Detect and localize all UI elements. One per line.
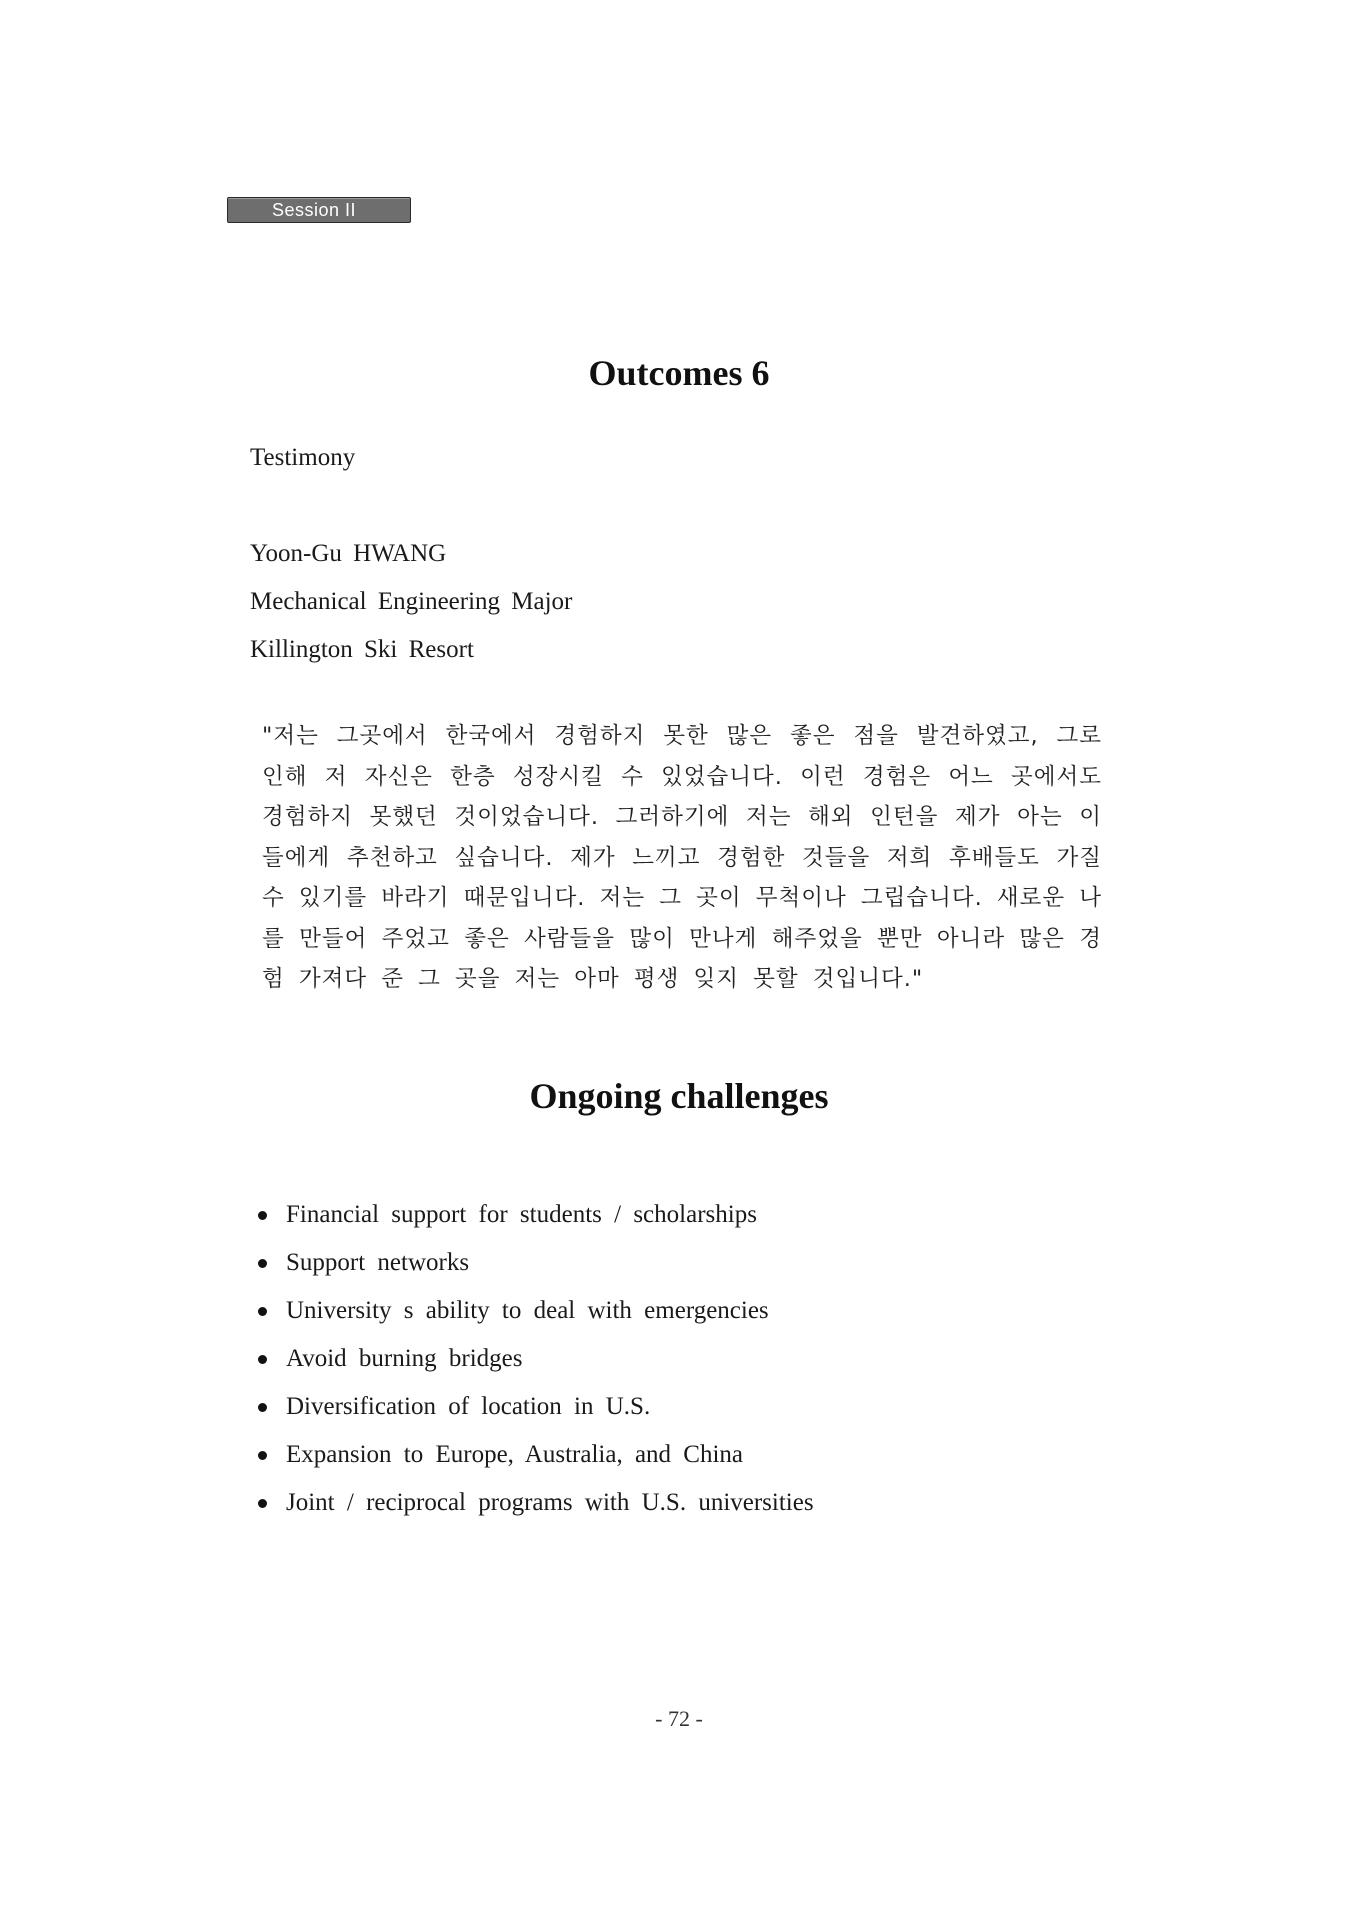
bullet-icon	[258, 1307, 267, 1316]
list-item-text: University s ability to deal with emergencies	[286, 1297, 769, 1324]
list-item	[258, 1294, 814, 1342]
bullet-icon	[258, 1451, 267, 1460]
list-item	[258, 1342, 814, 1390]
list-item	[258, 1246, 814, 1294]
list-item-text: Financial support for students / scholarships	[286, 1201, 757, 1228]
list-item-text: Joint / reciprocal programs with U.S. universities	[286, 1489, 814, 1516]
list-item-text: Diversification of location in U.S.	[286, 1393, 651, 1420]
testimony-quote: "저는 그곳에서 한국에서 경험하지 못한 많은 좋은 점을 발견하였고, 그로 인해 저 자신은 한층 성장시킬 수 있었습니다. 이런 경험은 어느 곳에서도 경험하지 못했던 것이었습니다. 그러하기에 저는 해외 인턴을 제가 아는 이들에게 추천하고 싶습니다. 제가 느끼고 경험한 것들을 저희 후배들도 가질 수 있기를 바라기 때문입니다. 저는 그 곳이 무척이나 그립습니다. 새로운 나를 만들어 주었고 좋은 사람들을 많이 만나게 해주었을 뿐만 아니라 많은 경험 가져다 준 그 곳을 저는 아마 평생 잊지 못할 것입니다."	[262, 723, 1102, 992]
bullet-icon	[258, 1211, 267, 1220]
challenges-heading: Ongoing challenges	[529, 1076, 829, 1116]
person-major: Mechanical Engineering Major	[250, 588, 573, 615]
outcomes-heading: Outcomes 6	[588, 353, 770, 393]
testimony-label: Testimony	[250, 444, 356, 471]
list-item-text: Support networks	[286, 1249, 470, 1276]
list-item	[258, 1486, 814, 1534]
bullet-icon	[258, 1499, 267, 1508]
list-item	[258, 1438, 814, 1486]
challenges-list	[258, 1198, 814, 1534]
list-item	[258, 1390, 814, 1438]
list-item-text: Avoid burning bridges	[286, 1345, 523, 1372]
list-item-text: Expansion to Europe, Australia, and China	[286, 1441, 744, 1468]
person-name: Yoon-Gu HWANG	[250, 540, 447, 567]
person-place: Killington Ski Resort	[250, 636, 474, 663]
session-tab: Session II	[227, 197, 411, 223]
page-number: - 72 -	[655, 1706, 703, 1731]
bullet-icon	[258, 1259, 267, 1268]
bullet-icon	[258, 1403, 267, 1412]
list-item	[258, 1198, 814, 1246]
bullet-icon	[258, 1355, 267, 1364]
